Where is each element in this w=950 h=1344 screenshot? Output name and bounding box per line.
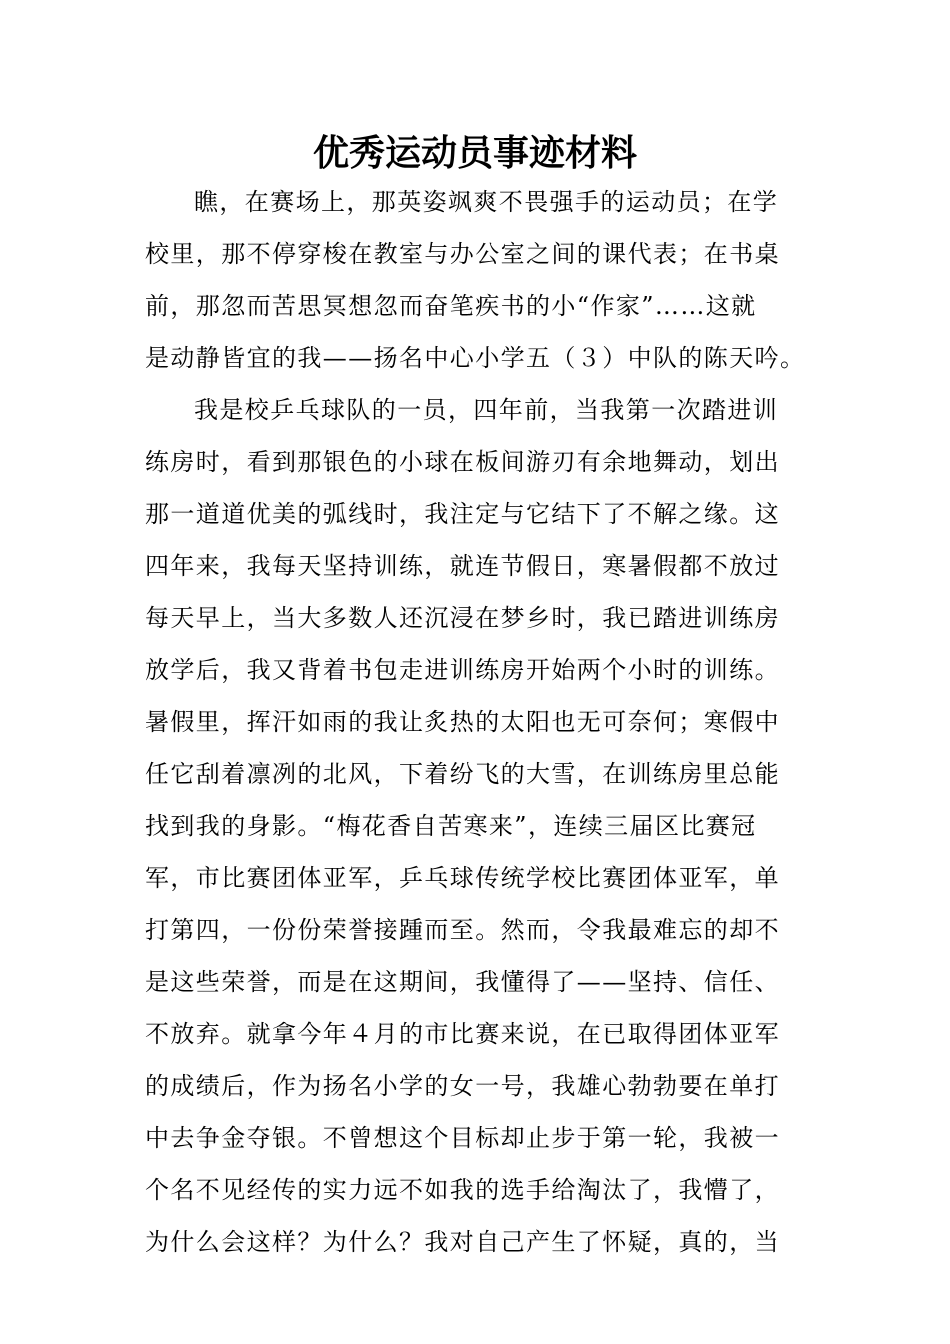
text-line: 是动静皆宜的我——扬名中心小学五（３）中队的陈天吟。 xyxy=(145,344,806,372)
text-line: 找到我的身影。“梅花香自苦寒来”，连续三届区比赛冠 xyxy=(145,812,757,840)
text-line: 校里，那不停穿梭在教室与办公室之间的课代表；在书桌 xyxy=(145,240,780,268)
paragraph-1 xyxy=(145,176,815,384)
text-line: 为什么会这样？为什么？我对自己产生了怀疑，真的，当 xyxy=(145,1228,780,1256)
document-body xyxy=(145,176,815,1268)
text-line: 每天早上，当大多数人还沉浸在梦乡时，我已踏进训练房 xyxy=(145,604,780,632)
text-line: 暑假里，挥汗如雨的我让炙热的太阳也无可奈何；寒假中 xyxy=(145,708,780,736)
text-line: 不放弃。就拿今年４月的市比赛来说，在已取得团体亚军 xyxy=(145,1020,780,1048)
text-line: 四年来，我每天坚持训练，就连节假日，寒暑假都不放过 xyxy=(145,552,780,580)
text-line: 军，市比赛团体亚军，乒乓球传统学校比赛团体亚军，单 xyxy=(145,864,780,892)
text-line: 的成绩后，作为扬名小学的女一号，我雄心勃勃要在单打 xyxy=(145,1072,780,1100)
text-line: 那一道道优美的弧线时，我注定与它结下了不解之缘。这 xyxy=(145,500,780,528)
text-line: 打第四，一份份荣誉接踵而至。然而，令我最难忘的却不 xyxy=(145,916,780,944)
text-line: 中去争金夺银。不曾想这个目标却止步于第一轮，我被一 xyxy=(145,1124,780,1152)
text-line: 个名不见经传的实力远不如我的选手给淘汰了，我懵了， xyxy=(145,1176,780,1204)
text-line: 我是校乒乓球队的一员，四年前，当我第一次踏进训 xyxy=(194,396,779,424)
paragraph-2 xyxy=(145,384,815,1268)
text-line: 瞧，在赛场上，那英姿飒爽不畏强手的运动员；在学 xyxy=(194,188,779,216)
text-line: 放学后，我又背着书包走进训练房开始两个小时的训练。 xyxy=(145,656,780,684)
text-line: 练房时，看到那银色的小球在板间游刃有余地舞动，划出 xyxy=(145,448,780,476)
document-title: 优秀运动员事迹材料 xyxy=(312,132,637,174)
text-line: 是这些荣誉，而是在这期间，我懂得了——坚持、信任、 xyxy=(145,968,780,996)
text-line: 前，那忽而苦思冥想忽而奋笔疾书的小“作家”……这就 xyxy=(145,292,757,320)
text-line: 任它刮着凛冽的北风，下着纷飞的大雪，在训练房里总能 xyxy=(145,760,780,788)
